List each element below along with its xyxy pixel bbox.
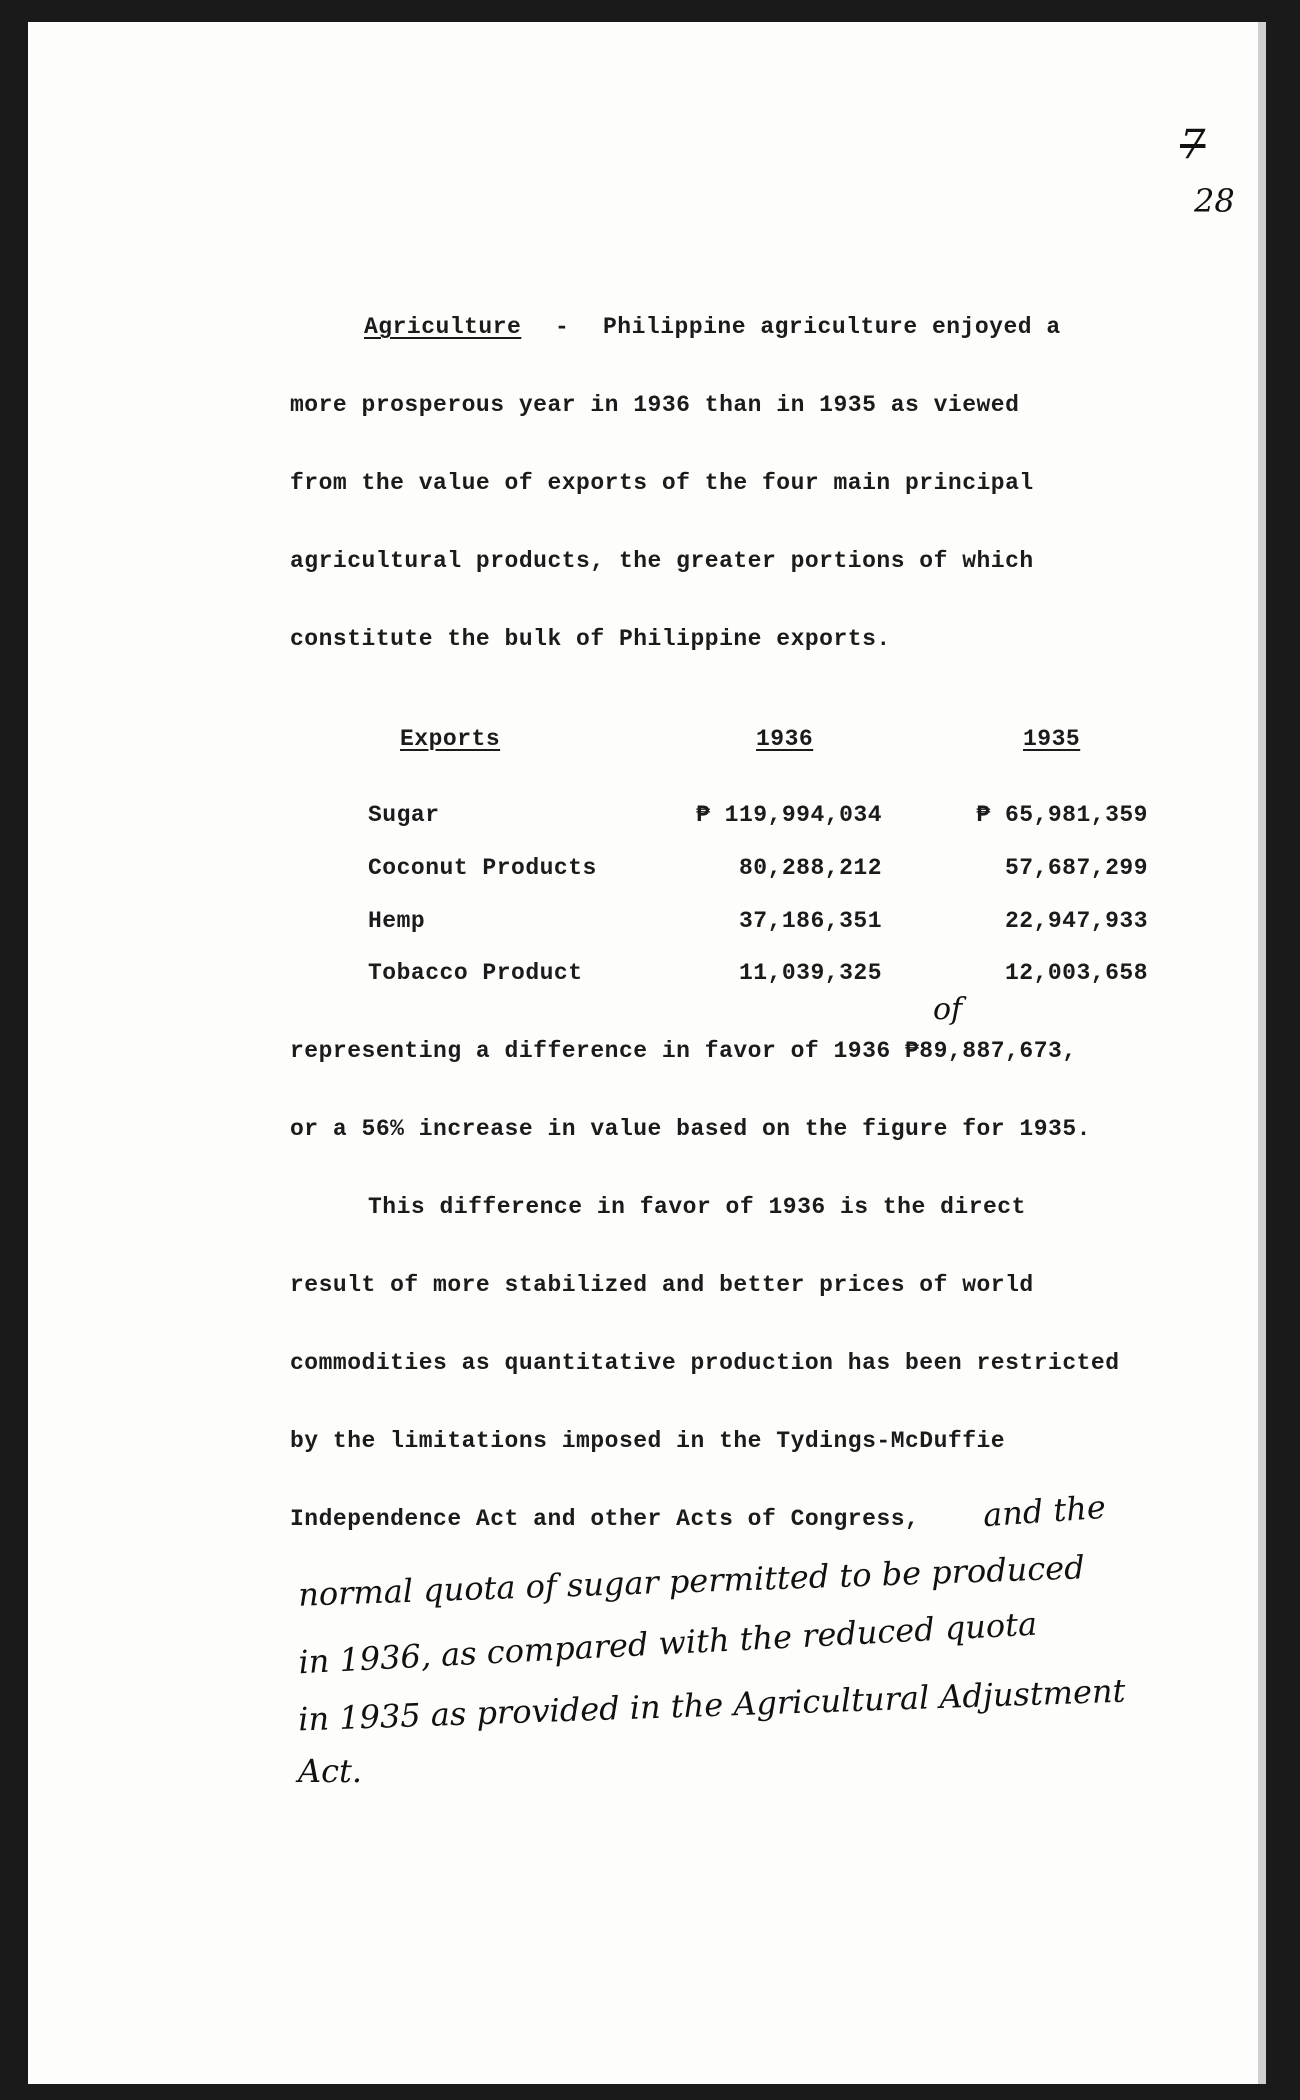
- row-label: Tobacco Product: [368, 960, 583, 986]
- page-number: 28: [1194, 182, 1235, 220]
- heading-dash: -: [555, 314, 570, 340]
- corner-mark: 7: [1180, 122, 1206, 168]
- paragraph3-line4: by the limitations imposed in the Tydings-McDuffie: [290, 1428, 1006, 1454]
- paragraph1-line4: agricultural products, the greater portions of which: [290, 548, 1034, 574]
- paragraph1-line5: constitute the bulk of Philippine exports.: [290, 626, 891, 652]
- table-header-exports: Exports: [400, 726, 501, 752]
- handwritten-line4: in 1935 as provided in the Agricultural Adjustment: [297, 1671, 1127, 1739]
- row-value-1936: ₱ 119,994,034: [696, 802, 882, 828]
- row-value-1935: 22,947,933: [1004, 908, 1148, 934]
- row-value-1935: 12,003,658: [1004, 960, 1148, 986]
- handwritten-line2: normal quota of sugar permitted to be produced: [297, 1548, 1086, 1614]
- table-header-1936: 1936: [756, 726, 814, 752]
- handwritten-line5: Act.: [298, 1752, 363, 1790]
- paragraph3-line2: result of more stabilized and better prices of world: [290, 1272, 1034, 1298]
- handwritten-line3: in 1936, as compared with the reduced quota: [297, 1604, 1038, 1682]
- paragraph2-line2: or a 56% increase in value based on the figure for 1935.: [290, 1116, 1091, 1142]
- paragraph1-line3: from the value of exports of the four main principal: [290, 470, 1034, 496]
- table-header-1935: 1935: [1023, 726, 1081, 752]
- paragraph1-line1: Philippine agriculture enjoyed a: [603, 314, 1061, 340]
- handwritten-line1: and the: [981, 1487, 1107, 1535]
- row-label: Hemp: [368, 908, 426, 934]
- row-value-1936: 80,288,212: [738, 855, 882, 881]
- paragraph3-line1: This difference in favor of 1936 is the direct: [368, 1194, 1026, 1220]
- heading-agriculture: Agriculture: [364, 314, 522, 340]
- row-value-1936: 37,186,351: [738, 908, 882, 934]
- row-value-1936: 11,039,325: [738, 960, 882, 986]
- row-label: Coconut Products: [368, 855, 597, 881]
- row-label: Sugar: [368, 802, 440, 828]
- paragraph1-line2: more prosperous year in 1936 than in 1935 as viewed: [290, 392, 1020, 418]
- caret-insertion: of: [933, 992, 963, 1027]
- document-page: [28, 22, 1266, 2084]
- paragraph2-line1: representing a difference in favor of 1936 ₱89,887,673,: [290, 1038, 1077, 1064]
- row-value-1935: 57,687,299: [1004, 855, 1148, 881]
- row-value-1935: ₱ 65,981,359: [976, 802, 1148, 828]
- paragraph3-line3: commodities as quantitative production has been restricted: [290, 1350, 1120, 1376]
- paragraph3-line5: Independence Act and other Acts of Congress,: [290, 1506, 920, 1532]
